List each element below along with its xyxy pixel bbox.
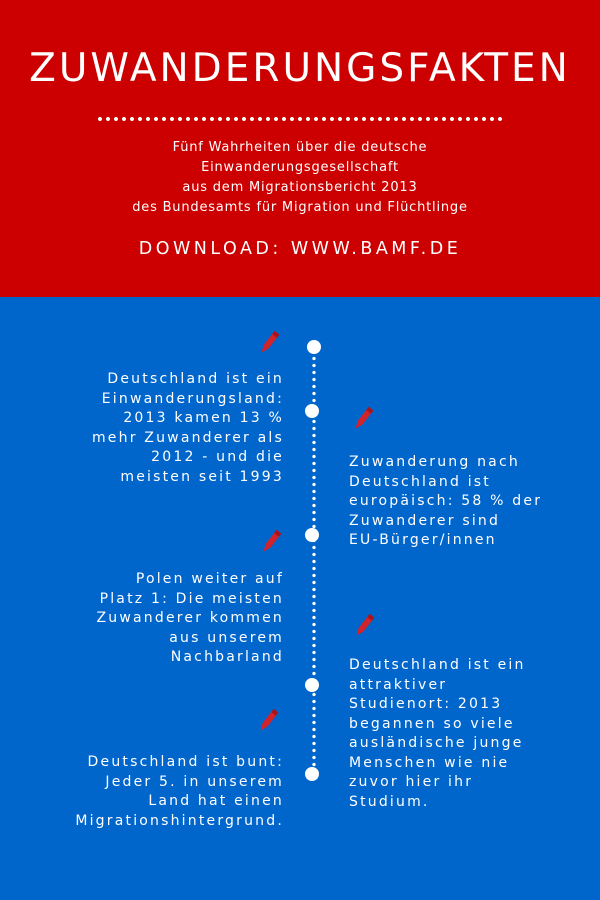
fact-line: Studienort: 2013 — [349, 696, 503, 712]
fact-line: EU-Bürger/innen — [349, 532, 497, 548]
fact-line: Jeder 5. in unserem — [105, 773, 284, 790]
dotted-separator — [96, 117, 504, 121]
fact-bunt — [75, 753, 284, 831]
fact-studienort — [349, 656, 526, 812]
header-banner — [0, 0, 600, 297]
fact-europaeisch — [349, 453, 542, 551]
pencil-icon — [255, 329, 283, 357]
fact-line: 2013 kamen 13 % — [123, 410, 284, 426]
fact-line: attraktiver — [349, 676, 448, 693]
timeline-node — [307, 340, 321, 354]
fact-line: zuvor hier ihr — [349, 774, 474, 790]
fact-line: aus unserem — [169, 629, 284, 646]
fact-line: Polen weiter auf — [135, 571, 284, 587]
fact-line: Deutschland ist ein — [107, 371, 284, 387]
fact-line: ausländische junge — [349, 735, 524, 751]
pencil-icon — [257, 528, 285, 556]
fact-einwanderungsland — [92, 370, 284, 487]
fact-line: Zuwanderer sind — [349, 512, 501, 529]
subtitle-line: des Bundesamts für Migration und Flüchtlinge — [132, 200, 468, 215]
subtitle-line: aus dem Migrationsbericht 2013 — [182, 180, 418, 195]
timeline-node — [305, 767, 319, 781]
fact-line: 2012 - und die — [151, 449, 284, 465]
download-link[interactable]: DOWNLOAD: WWW.BAMF.DE — [138, 239, 462, 259]
fact-line: begannen so viele — [349, 715, 515, 732]
fact-line: europäisch: 58 % der — [349, 493, 543, 509]
fact-line: Nachbarland — [170, 649, 284, 665]
subtitle-line: Fünf Wahrheiten über die deutsche — [172, 140, 428, 155]
fact-polen — [97, 570, 284, 668]
fact-line: mehr Zuwanderer als — [91, 429, 284, 446]
fact-line: Deutschland ist bunt: — [87, 754, 284, 770]
timeline-node — [305, 404, 319, 418]
subtitle — [0, 138, 600, 218]
fact-line: Zuwanderer kommen — [96, 610, 284, 626]
page-title: ZUWANDERUNGSFAKTEN — [29, 46, 571, 91]
fact-line: Menschen wie nie — [349, 754, 510, 771]
timeline-node — [305, 678, 319, 692]
fact-line: meisten seit 1993 — [120, 468, 284, 485]
fact-line: Zuwanderung nach — [349, 454, 520, 470]
fact-line: Deutschland ist ein — [349, 657, 526, 673]
pencil-icon — [254, 707, 282, 735]
fact-line: Migrationshintergrund. — [75, 812, 284, 829]
timeline-node — [305, 528, 319, 542]
pencil-icon — [349, 405, 377, 433]
fact-line: Studium. — [349, 793, 430, 810]
pencil-icon — [350, 612, 378, 640]
fact-line: Land hat einen — [148, 793, 284, 809]
fact-line: Platz 1: Die meisten — [99, 590, 284, 607]
fact-line: Einwanderungsland: — [101, 390, 284, 407]
fact-line: Deutschland ist — [349, 473, 491, 490]
subtitle-line: Einwanderungsgesellschaft — [201, 160, 399, 175]
